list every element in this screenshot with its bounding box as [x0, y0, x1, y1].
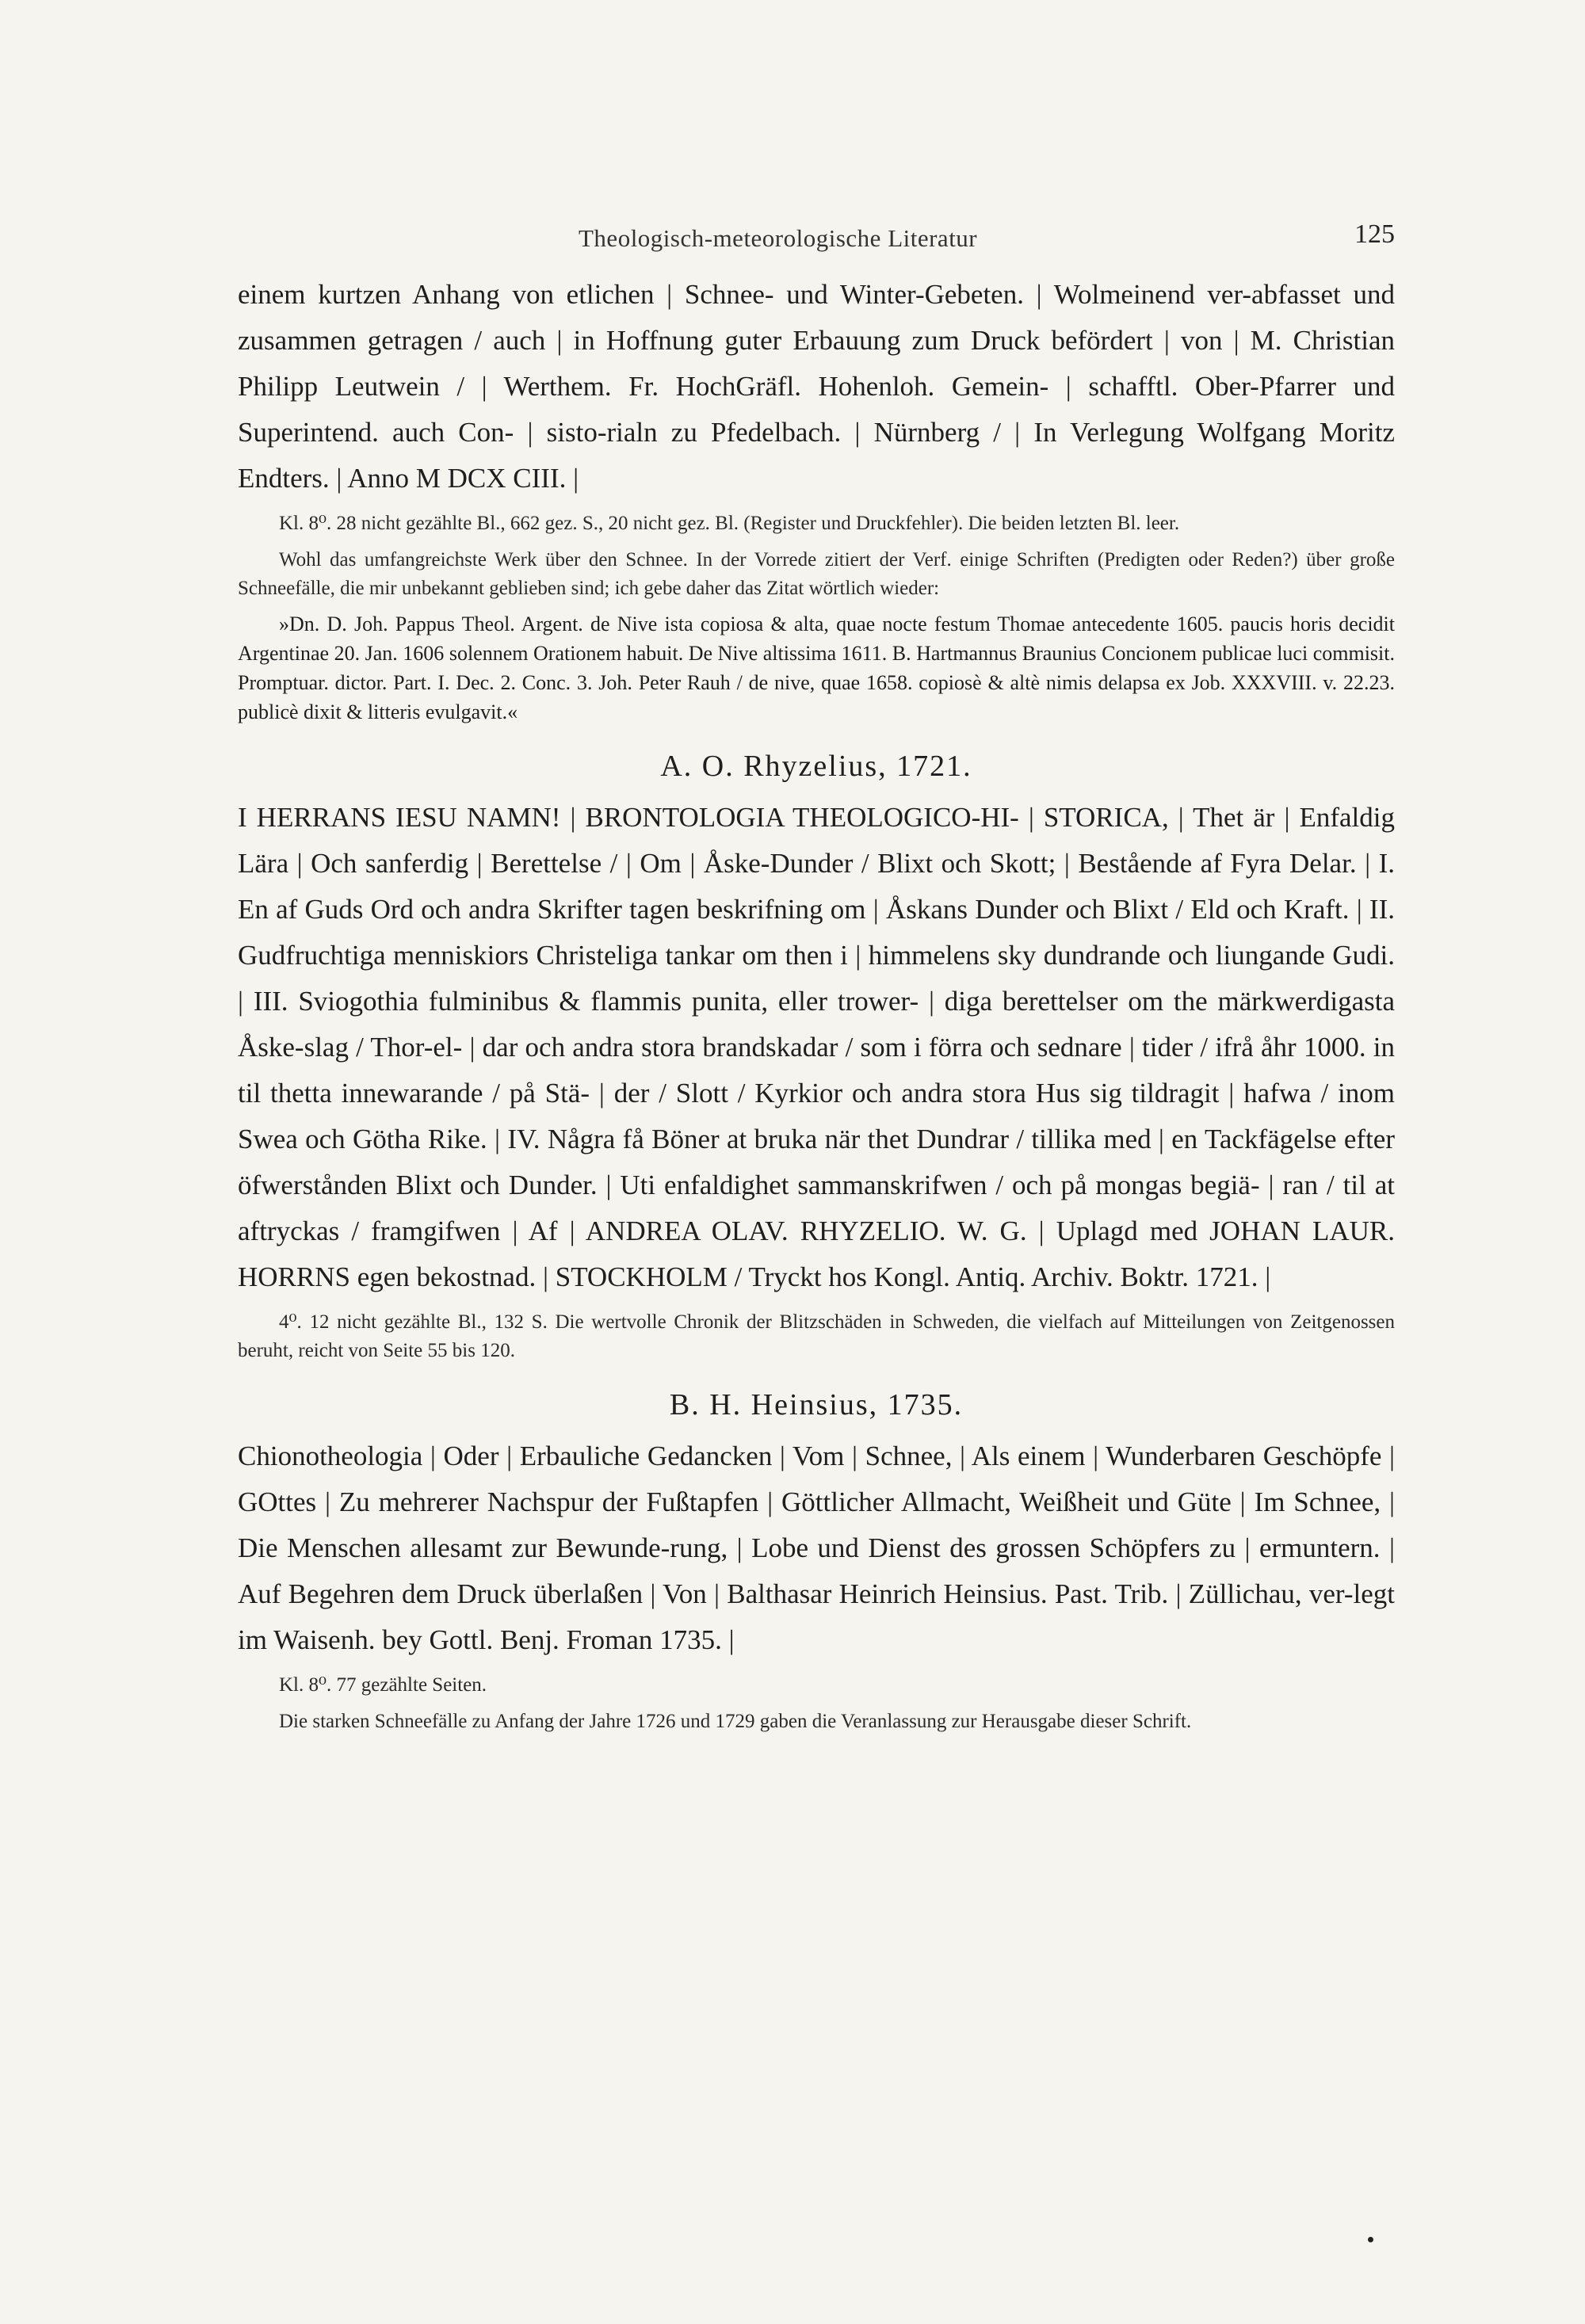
entry-leutwein: [238, 272, 1395, 727]
quoted-citation: »Dn. D. Joh. Pappus Theol. Argent. de Nive ista copiosa & alta, quae nocte festum Thomae antecedente 1605. paucis horis decidit Argentinae 20. Jan. 1606 solennem Orationem habuit. De Nive altissima 1611. B. Hartmannus Braunius Concionem publicae luci commisit. Promptuar. dictor. Part. I. Dec. 2. Conc. 3. Joh. Peter Rauh / de nive, quae 1658. copiosè & altè nimis delapsa ex Job. XXXVIII. v. 22.23. publicè dixit & litteris evulgavit.«: [238, 612, 1395, 723]
entry-heading: B. H. Heinsius, 1735.: [669, 1388, 964, 1421]
entry-title-text: einem kurtzen Anhang von etlichen | Schnee- und Winter-Gebeten. | Wolmeinend ver-abfasset und zusammen getragen / auch | in Hoffnung guter Erbauung zum Druck befördert | von | M. Christian Philipp Leutwein / | Werthem. Fr. HochGräfl. Hohenloh. Gemein- | schafftl. Ober-Pfarrer und Superintend. auch Con- | sisto-rialn zu Pfedelbach. | Nürnberg / | In Verlegung Wolfgang Moritz Endters. | Anno M DCX CIII. |: [238, 279, 1395, 494]
entry-heading: A. O. Rhyzelius, 1721.: [660, 750, 972, 783]
note: [238, 1708, 1395, 1736]
collation-text: Kl. 8⁰. 77 gezählte Seiten.: [279, 1674, 487, 1696]
collation-text: Kl. 8⁰. 28 nicht gezählte Bl., 662 gez. S., 20 nicht gez. Bl. (Register und Druckfehler). Die beiden letzten Bl. leer.: [279, 513, 1180, 534]
entry-rhyzelius: [238, 749, 1395, 1365]
entry-title-text: Chionotheologia | Oder | Erbauliche Gedancken | Vom | Schnee, | Als einem | Wunderbaren Geschöpfe | GOttes | Zu mehrerer Nachspur der Fußtapfen | Göttlicher Allmacht, Weißheit und Güte | Im Schnee, | Die Menschen allesamt zur Bewunde-rung, | Lobe und Dienst des grossen Schöpfers zu | ermuntern. | Auf Begehren dem Druck überlaßen | Von | Balthasar Heinrich Heinsius. Past. Trib. | Züllichau, ver-legt im Waisenh. bey Gottl. Benj. Froman 1735. |: [238, 1441, 1395, 1655]
page-mark: [1368, 2237, 1373, 2242]
note: [238, 546, 1395, 603]
collation: [238, 1308, 1395, 1365]
note-text: Wohl das umfangreichste Werk über den Schnee. In der Vorrede zitiert der Verf. einige Schriften (Predigten oder Reden?) über große Schneefälle, die mir unbekannt geblieben sind; ich gebe daher das Zitat wörtlich wieder:: [238, 549, 1395, 599]
note-text: Die starken Schneefälle zu Anfang der Jahre 1726 und 1729 gaben die Veranlassung zur Herausgabe dieser Schrift.: [279, 1711, 1192, 1732]
entry-title-text: I HERRANS IESU NAMN! | BRONTOLOGIA THEOLOGICO-HI- | STORICA, | Thet är | Enfaldig Lära | Och sanferdig | Berettelse / | Om | Åske-Dunder / Blixt och Skott; | Bestående af Fyra Delar. | I. En af Guds Ord och andra Skrifter tagen beskrifning om | Åskans Dunder och Blixt / Eld och Kraft. | II. Gudfruchtiga menniskiors Christeliga tankar om then i | himmelens sky dundrande och liungande Gudi. | III. Sviogothia fulminibus & flammis punita, eller trower- | diga berettelser om the märkwerdigasta Åske-slag / Thor-el- | dar och andra stora brandskadar / som i förra och sednare | tider / ifrå åhr 1000. in til thetta innewarande / på Stä- | der / Slott / Kyrkior och andra stora Hus sig tildragit | hafwa / inom Swea och Götha Rike. | IV. Några få Böner at bruka när thet Dundrar / tillika med | en Tackfägelse efter öfwerstånden Blixt och Dunder. | Uti enfaldighet sammanskrifwen / och på mongas begiä- | ran / til at aftryckas / framgifwen | Af | ANDREA OLAV. RHYZELIO. W. G. | Uplagd med JOHAN LAUR. HORRNS egen bekostnad. | STOCKHOLM / Tryckt hos Kongl. Antiq. Archiv. Boktr. 1721. |: [238, 802, 1395, 1292]
collation: [238, 1671, 1395, 1700]
entry-heinsius: [238, 1387, 1395, 1736]
collation-text: 4⁰. 12 nicht gezählte Bl., 132 S. Die wertvolle Chronik der Blitzschäden in Schweden, die vielfach auf Mitteilungen von Zeitgenossen beruht, reicht von Seite 55 bis 120.: [238, 1311, 1395, 1361]
document-page: [238, 218, 1395, 1736]
page-number: 125: [1354, 219, 1395, 249]
running-header: [238, 218, 1395, 265]
running-title: Theologisch-meteorologische Literatur: [579, 224, 978, 252]
collation: [238, 509, 1395, 538]
